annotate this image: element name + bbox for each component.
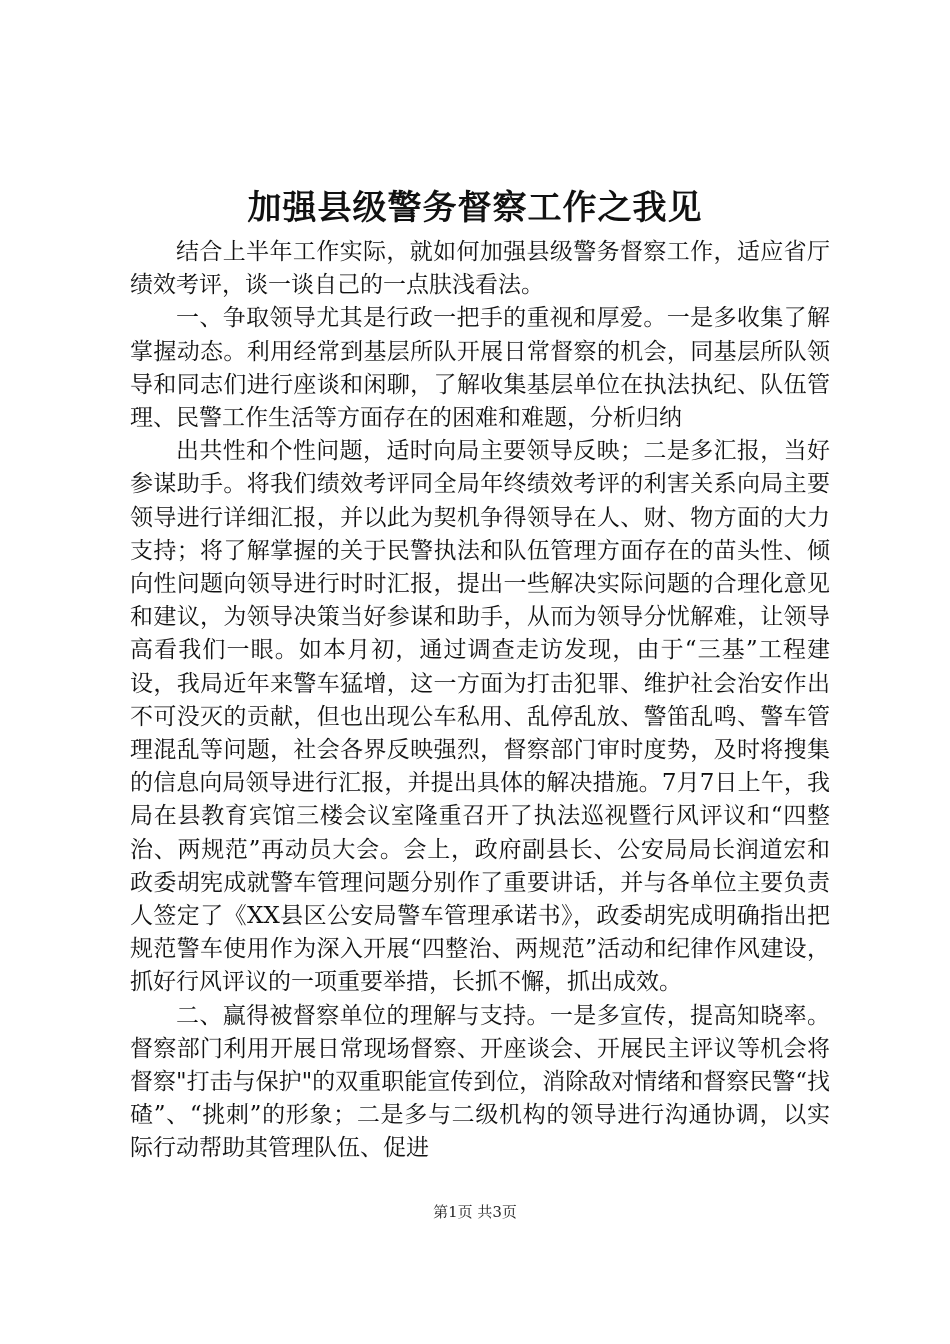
paragraph-section-two: 二、赢得被督察单位的理解与支持。一是多宣传，提高知晓率。督察部门利用开展日常现场督察、开座谈会、开展民主评议等机会将督察"打击与保护"的双重职能宣传到位，消除敌对情绪和督察民警“找碴”、“挑刺”的形象；二是多与二级机构的领导进行沟通协调，以实际行动帮助其管理队伍、促进 <box>130 1002 830 1162</box>
document-title: 加强县级警务督察工作之我见 <box>247 188 703 228</box>
document-body <box>130 236 830 1166</box>
paragraph-intro: 结合上半年工作实际，就如何加强县级警务督察工作，适应省厅绩效考评，谈一谈自己的一点肤浅看法。 <box>130 239 830 299</box>
paragraph-section-one: 一、争取领导尤其是行政一把手的重视和厚爱。一是多收集了解掌握动态。利用经常到基层所队开展日常督察的机会，同基层所队领导和同志们进行座谈和闲聊，了解收集基层单位在执法执纪、队伍管理、民警工作生活等方面存在的困难和难题，分析归纳 <box>130 305 830 432</box>
paragraph-section-one-continued: 出共性和个性问题，适时向局主要领导反映；二是多汇报，当好参谋助手。将我们绩效考评同全局年终绩效考评的利害关系向局主要领导进行详细汇报，并以此为契机争得领导在人、财、物方面的大力支持；将了解掌握的关于民警执法和队伍管理方面存在的苗头性、倾向性问题向领导进行时时汇报，提出一些解决实际问题的合理化意见和建议，为领导决策当好参谋和助手，从而为领导分忧解难，让领导高看我们一眼。如本月初，通过调查走访发现，由于“三基”工程建设，我局近年来警车猛增，这一方面为打击犯罪、维护社会治安作出不可没灭的贡献，但也出现公车私用、乱停乱放、警笛乱鸣、警车管理混乱等问题，社会各界反映强烈，督察部门审时度势，及时将搜集的信息向局领导进行汇报，并提出具体的解决措施。7月7日上午，我局在县教育宾馆三楼会议室隆重召开了执法巡视暨行风评议和“四整治、两规范”再动员大会。会上，政府副县长、公安局局长润道宏和政委胡宪成就警车管理问题分别作了重要讲话，并与各单位主要负责人签定了《XX县区公安局警车管理承诺书》，政委胡宪成明确指出把规范警车使用作为深入开展“四整治、两规范”活动和纪律作风建设，抓好行风评议的一项重要举措，长抓不懈，抓出成效。 <box>130 438 830 996</box>
page-footer: 第1页 共3页 <box>433 1203 517 1221</box>
